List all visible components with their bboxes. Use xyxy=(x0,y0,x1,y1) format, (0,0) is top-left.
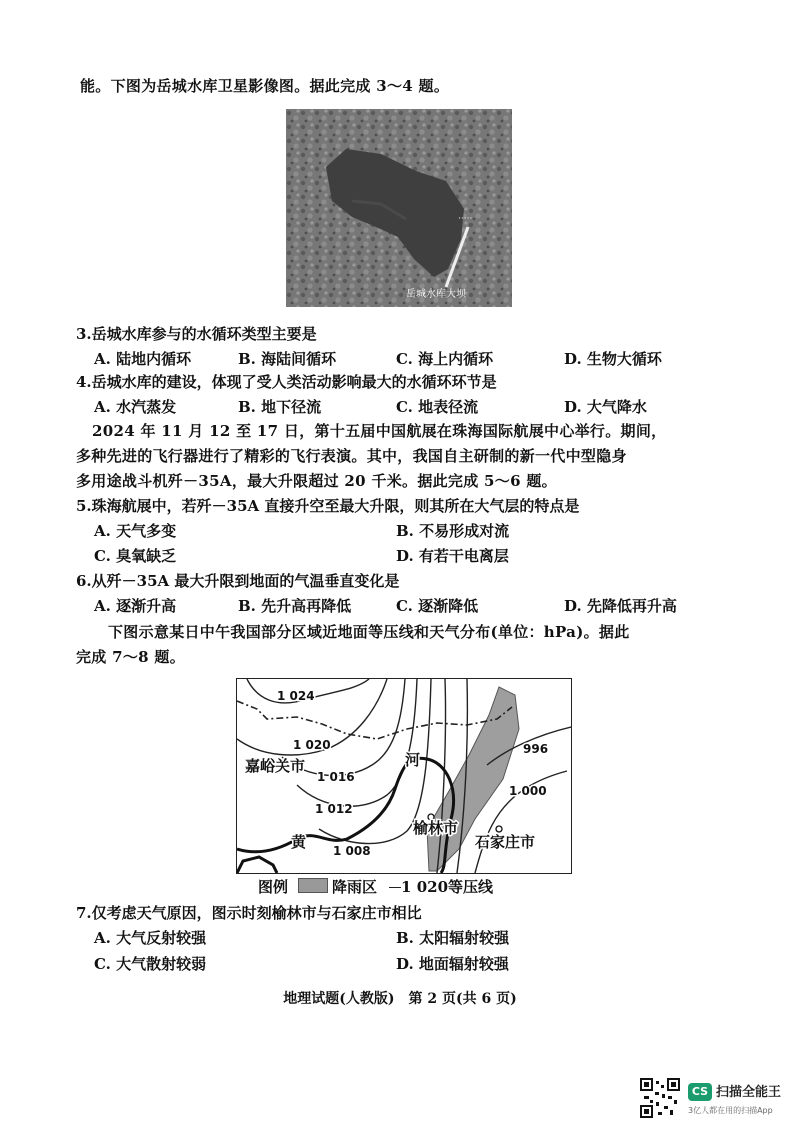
q4-option-c: C. 地表径流 xyxy=(396,398,479,416)
q3-option-b: B. 海陆间循环 xyxy=(238,350,337,368)
passage-2-line-3: 多用途战斗机歼－35A，最大升限超过 20 千米。据此完成 5～6 题。 xyxy=(76,472,557,490)
isobar-label-1000: 1 000 xyxy=(509,784,547,798)
isobar-label-1024: 1 024 xyxy=(277,689,315,703)
city-point-shijiazhuang xyxy=(496,826,502,832)
passage-2-line-2: 多种先进的飞行器进行了精彩的飞行表演。其中，我国自主研制的新一代中型隐身 xyxy=(76,447,627,465)
page-footer: 地理试题(人教版) 第 2 页(共 6 页) xyxy=(283,991,517,1007)
reservoir-satellite-image xyxy=(286,109,512,307)
q7-option-a: A. 大气反射较强 xyxy=(94,929,207,947)
q5-option-b: B. 不易形成对流 xyxy=(396,522,510,540)
q5-option-d: D. 有若干电离层 xyxy=(396,547,509,565)
city-label-shijiazhuang: 石家庄市 xyxy=(475,833,536,851)
passage-2-line-1: 2024 年 11 月 12 至 17 日，第十五届中国航展在珠海国际航展中心举行。期间， xyxy=(92,422,667,440)
q7-option-c: C. 大气散射较弱 xyxy=(94,955,207,973)
question-3: 3.岳城水库参与的水循环类型主要是 xyxy=(76,325,317,343)
isobar-label-1012: 1 012 xyxy=(315,802,353,816)
q6-option-b: B. 先升高再降低 xyxy=(238,597,352,615)
isobar-weather-map xyxy=(236,678,572,874)
river-label-he: 河 xyxy=(405,751,421,769)
q3-option-a: A. 陆地内循环 xyxy=(94,350,192,368)
question-6: 6.从歼－35A 最大升限到地面的气温垂直变化是 xyxy=(76,572,400,590)
legend-isobar-line xyxy=(389,887,401,888)
city-label-yulin: 榆林市 xyxy=(413,819,459,837)
isobar-label-996: 996 xyxy=(523,742,549,756)
q4-option-a: A. 水汽蒸发 xyxy=(94,398,177,416)
legend-rain-swatch xyxy=(298,878,328,893)
legend-isobar-label: 等压线 xyxy=(448,878,494,896)
isobar-label-1008: 1 008 xyxy=(333,844,371,858)
legend-title: 图例 xyxy=(258,878,289,896)
city-label-jiayuguan: 嘉峪关市 xyxy=(245,757,306,775)
legend-isobar-value: 1 020 xyxy=(401,878,449,896)
q7-option-d: D. 地面辐射较强 xyxy=(396,955,509,973)
camscanner-tagline: 3亿人都在用的扫描App xyxy=(688,1106,773,1115)
q6-option-c: C. 逐渐降低 xyxy=(396,597,479,615)
question-4: 4.岳城水库的建设，体现了受人类活动影响最大的水循环环节是 xyxy=(76,373,497,391)
isobar-label-1016: 1 016 xyxy=(317,770,355,784)
camscanner-name: 扫描全能王 xyxy=(716,1085,782,1100)
svg-text:·····: ····· xyxy=(458,214,473,224)
q3-option-c: C. 海上内循环 xyxy=(396,350,494,368)
q5-option-a: A. 天气多变 xyxy=(94,522,177,540)
passage-3-line-1: 下图示意某日中午我国部分区域近地面等压线和天气分布(单位：hPa)。据此 xyxy=(108,623,630,641)
q4-option-b: B. 地下径流 xyxy=(238,398,322,416)
q7-option-b: B. 太阳辐射较强 xyxy=(396,929,510,947)
camscanner-logo-icon: CS xyxy=(688,1083,712,1101)
q4-option-d: D. 大气降水 xyxy=(564,398,647,416)
isobar-label-1020: 1 020 xyxy=(293,738,331,752)
question-5: 5.珠海航展中，若歼－35A 直接升空至最大升限，则其所在大气层的特点是 xyxy=(76,497,580,515)
intro-line: 能。下图为岳城水库卫星影像图。据此完成 3～4 题。 xyxy=(80,77,450,95)
q6-option-a: A. 逐渐升高 xyxy=(94,597,177,615)
legend-rain-label: 降雨区 xyxy=(332,878,378,896)
q6-option-d: D. 先降低再升高 xyxy=(564,597,677,615)
passage-3-line-2: 完成 7～8 题。 xyxy=(76,648,186,666)
river-label-huang: 黄 xyxy=(291,833,307,851)
dam-label: 岳城水库大坝 xyxy=(406,289,466,300)
boundary-line xyxy=(237,857,277,873)
question-7: 7.仅考虑天气原因，图示时刻榆林市与石家庄市相比 xyxy=(76,904,422,922)
qr-code-icon xyxy=(640,1078,680,1118)
q3-option-d: D. 生物大循环 xyxy=(564,350,662,368)
map-legend xyxy=(258,876,493,897)
q5-option-c: C. 臭氧缺乏 xyxy=(94,547,177,565)
